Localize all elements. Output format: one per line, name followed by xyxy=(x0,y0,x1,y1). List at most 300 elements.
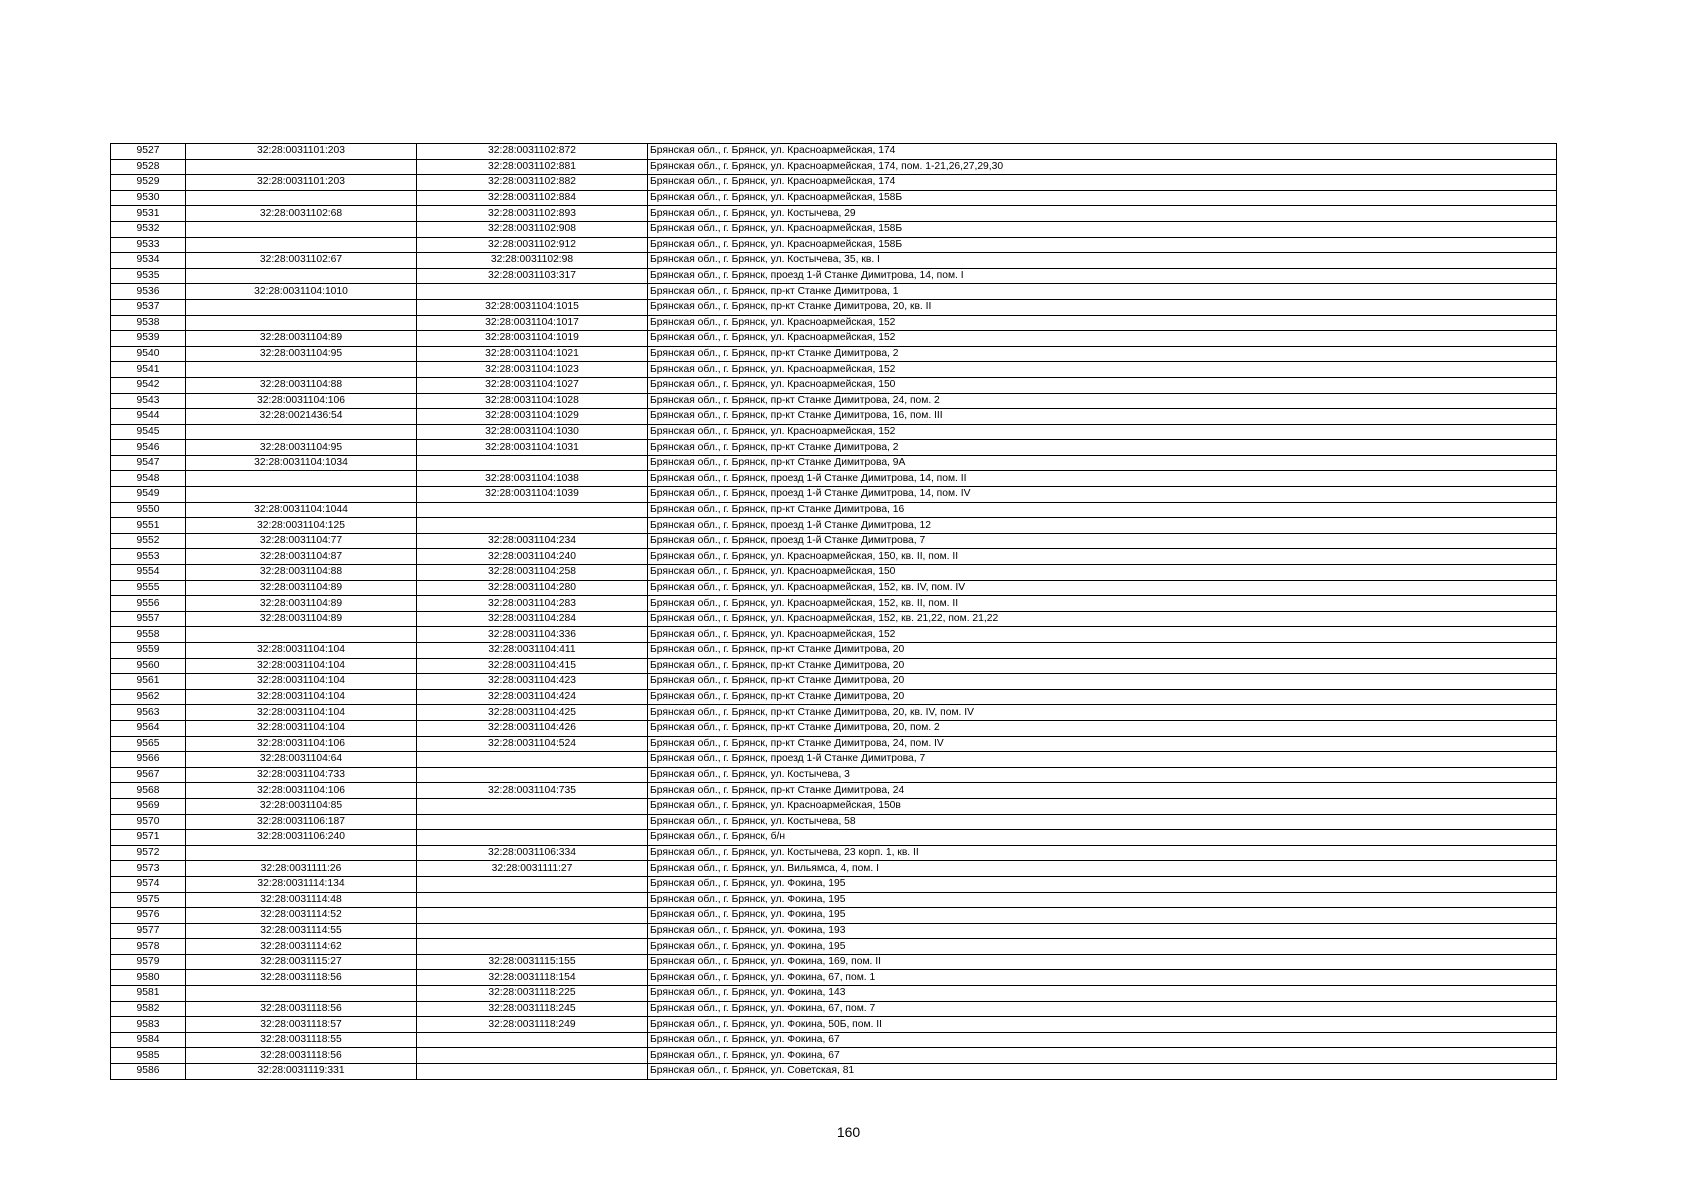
land-cadastral-number-cell: 32:28:0031104:733 xyxy=(186,767,417,783)
object-cadastral-number-cell: 32:28:0031118:245 xyxy=(417,1001,648,1017)
address-cell: Брянская обл., г. Брянск, ул. Красноармейская, 152 xyxy=(648,627,1557,643)
object-cadastral-number-cell: 32:28:0031102:912 xyxy=(417,237,648,253)
address-cell: Брянская обл., г. Брянск, пр-кт Станке Димитрова, 2 xyxy=(648,346,1557,362)
table-row xyxy=(111,643,1557,659)
row-number-cell: 9570 xyxy=(111,814,186,830)
land-cadastral-number-cell: 32:28:0031104:106 xyxy=(186,393,417,409)
address-cell: Брянская обл., г. Брянск, пр-кт Станке Димитрова, 20 xyxy=(648,689,1557,705)
table-row xyxy=(111,206,1557,222)
land-cadastral-number-cell: 32:28:0031101:203 xyxy=(186,144,417,160)
address-cell: Брянская обл., г. Брянск, ул. Красноармейская, 152 xyxy=(648,424,1557,440)
row-number-cell: 9550 xyxy=(111,502,186,518)
row-number-cell: 9563 xyxy=(111,705,186,721)
land-cadastral-number-cell: 32:28:0031115:27 xyxy=(186,954,417,970)
object-cadastral-number-cell xyxy=(417,908,648,924)
address-cell: Брянская обл., г. Брянск, б/н xyxy=(648,830,1557,846)
table-row xyxy=(111,705,1557,721)
land-cadastral-number-cell xyxy=(186,299,417,315)
land-cadastral-number-cell xyxy=(186,845,417,861)
row-number-cell: 9553 xyxy=(111,549,186,565)
object-cadastral-number-cell xyxy=(417,892,648,908)
land-cadastral-number-cell xyxy=(186,362,417,378)
address-cell: Брянская обл., г. Брянск, ул. Красноармейская, 174, пом. 1-21,26,27,29,30 xyxy=(648,159,1557,175)
row-number-cell: 9544 xyxy=(111,409,186,425)
table-row xyxy=(111,487,1557,503)
object-cadastral-number-cell: 32:28:0031104:234 xyxy=(417,533,648,549)
object-cadastral-number-cell: 32:28:0031104:1039 xyxy=(417,487,648,503)
object-cadastral-number-cell: 32:28:0031102:881 xyxy=(417,159,648,175)
table-row xyxy=(111,455,1557,471)
row-number-cell: 9539 xyxy=(111,331,186,347)
land-cadastral-number-cell: 32:28:0031104:89 xyxy=(186,580,417,596)
object-cadastral-number-cell: 32:28:0031102:98 xyxy=(417,253,648,269)
table-row xyxy=(111,861,1557,877)
table-row xyxy=(111,627,1557,643)
land-cadastral-number-cell: 32:28:0031104:106 xyxy=(186,783,417,799)
land-cadastral-number-cell xyxy=(186,221,417,237)
address-cell: Брянская обл., г. Брянск, ул. Фокина, 67, пом. 7 xyxy=(648,1001,1557,1017)
object-cadastral-number-cell: 32:28:0031115:155 xyxy=(417,954,648,970)
address-cell: Брянская обл., г. Брянск, ул. Красноармейская, 152, кв. II, пом. II xyxy=(648,596,1557,612)
address-cell: Брянская обл., г. Брянск, ул. Красноармейская, 150в xyxy=(648,798,1557,814)
table-row xyxy=(111,939,1557,955)
object-cadastral-number-cell xyxy=(417,518,648,534)
land-cadastral-number-cell xyxy=(186,237,417,253)
table-row xyxy=(111,954,1557,970)
row-number-cell: 9530 xyxy=(111,190,186,206)
table-row xyxy=(111,1017,1557,1033)
land-cadastral-number-cell: 32:28:0031104:106 xyxy=(186,736,417,752)
land-cadastral-number-cell: 32:28:0031104:104 xyxy=(186,674,417,690)
object-cadastral-number-cell: 32:28:0031104:423 xyxy=(417,674,648,690)
address-cell: Брянская обл., г. Брянск, ул. Красноармейская, 152 xyxy=(648,315,1557,331)
address-cell: Брянская обл., г. Брянск, ул. Фокина, 143 xyxy=(648,986,1557,1002)
address-cell: Брянская обл., г. Брянск, пр-кт Станке Димитрова, 20, кв. II xyxy=(648,299,1557,315)
row-number-cell: 9578 xyxy=(111,939,186,955)
land-cadastral-number-cell: 32:28:0031104:104 xyxy=(186,643,417,659)
address-cell: Брянская обл., г. Брянск, ул. Фокина, 169, пом. II xyxy=(648,954,1557,970)
row-number-cell: 9555 xyxy=(111,580,186,596)
row-number-cell: 9557 xyxy=(111,611,186,627)
table-row xyxy=(111,315,1557,331)
row-number-cell: 9571 xyxy=(111,830,186,846)
address-cell: Брянская обл., г. Брянск, ул. Красноармейская, 150, кв. II, пом. II xyxy=(648,549,1557,565)
row-number-cell: 9535 xyxy=(111,268,186,284)
table-row xyxy=(111,159,1557,175)
row-number-cell: 9532 xyxy=(111,221,186,237)
row-number-cell: 9558 xyxy=(111,627,186,643)
address-cell: Брянская обл., г. Брянск, ул. Вильямса, 4, пом. I xyxy=(648,861,1557,877)
land-cadastral-number-cell: 32:28:0031104:89 xyxy=(186,596,417,612)
table-row xyxy=(111,362,1557,378)
address-cell: Брянская обл., г. Брянск, пр-кт Станке Димитрова, 20, пом. 2 xyxy=(648,720,1557,736)
address-cell: Брянская обл., г. Брянск, пр-кт Станке Димитрова, 1 xyxy=(648,284,1557,300)
row-number-cell: 9540 xyxy=(111,346,186,362)
row-number-cell: 9580 xyxy=(111,970,186,986)
address-cell: Брянская обл., г. Брянск, пр-кт Станке Димитрова, 2 xyxy=(648,440,1557,456)
object-cadastral-number-cell: 32:28:0031118:249 xyxy=(417,1017,648,1033)
land-cadastral-number-cell: 32:28:0031104:89 xyxy=(186,611,417,627)
table-row xyxy=(111,549,1557,565)
land-cadastral-number-cell: 32:28:0031104:88 xyxy=(186,565,417,581)
address-cell: Брянская обл., г. Брянск, ул. Красноармейская, 174 xyxy=(648,144,1557,160)
land-cadastral-number-cell: 32:28:0031119:331 xyxy=(186,1064,417,1080)
object-cadastral-number-cell: 32:28:0031102:884 xyxy=(417,190,648,206)
table-row xyxy=(111,876,1557,892)
land-cadastral-number-cell: 32:28:0031104:104 xyxy=(186,689,417,705)
land-cadastral-number-cell: 32:28:0031114:62 xyxy=(186,939,417,955)
address-cell: Брянская обл., г. Брянск, проезд 1-й Станке Димитрова, 14, пом. IV xyxy=(648,487,1557,503)
row-number-cell: 9549 xyxy=(111,487,186,503)
land-cadastral-number-cell: 32:28:0031118:56 xyxy=(186,1048,417,1064)
object-cadastral-number-cell: 32:28:0031104:283 xyxy=(417,596,648,612)
row-number-cell: 9559 xyxy=(111,643,186,659)
row-number-cell: 9583 xyxy=(111,1017,186,1033)
object-cadastral-number-cell: 32:28:0031104:1023 xyxy=(417,362,648,378)
row-number-cell: 9569 xyxy=(111,798,186,814)
table-row xyxy=(111,970,1557,986)
land-cadastral-number-cell: 32:28:0031106:240 xyxy=(186,830,417,846)
table-row xyxy=(111,892,1557,908)
row-number-cell: 9546 xyxy=(111,440,186,456)
table-row xyxy=(111,144,1557,160)
object-cadastral-number-cell xyxy=(417,923,648,939)
land-cadastral-number-cell xyxy=(186,471,417,487)
table-row xyxy=(111,377,1557,393)
address-cell: Брянская обл., г. Брянск, пр-кт Станке Димитрова, 24, пом. IV xyxy=(648,736,1557,752)
object-cadastral-number-cell: 32:28:0031104:240 xyxy=(417,549,648,565)
land-cadastral-number-cell xyxy=(186,424,417,440)
table-row xyxy=(111,596,1557,612)
address-cell: Брянская обл., г. Брянск, ул. Красноармейская, 174 xyxy=(648,175,1557,191)
address-cell: Брянская обл., г. Брянск, пр-кт Станке Димитрова, 20 xyxy=(648,674,1557,690)
object-cadastral-number-cell: 32:28:0031104:1038 xyxy=(417,471,648,487)
object-cadastral-number-cell: 32:28:0031118:225 xyxy=(417,986,648,1002)
object-cadastral-number-cell xyxy=(417,752,648,768)
address-cell: Брянская обл., г. Брянск, ул. Красноармейская, 158Б xyxy=(648,190,1557,206)
address-cell: Брянская обл., г. Брянск, ул. Фокина, 195 xyxy=(648,892,1557,908)
row-number-cell: 9565 xyxy=(111,736,186,752)
table-row xyxy=(111,611,1557,627)
table-row xyxy=(111,440,1557,456)
object-cadastral-number-cell: 32:28:0031104:425 xyxy=(417,705,648,721)
table-row xyxy=(111,268,1557,284)
row-number-cell: 9564 xyxy=(111,720,186,736)
object-cadastral-number-cell xyxy=(417,1064,648,1080)
table-row xyxy=(111,393,1557,409)
registry-table-body xyxy=(111,144,1557,1080)
object-cadastral-number-cell: 32:28:0031104:1015 xyxy=(417,299,648,315)
land-cadastral-number-cell: 32:28:0031104:85 xyxy=(186,798,417,814)
address-cell: Брянская обл., г. Брянск, ул. Фокина, 195 xyxy=(648,939,1557,955)
address-cell: Брянская обл., г. Брянск, ул. Фокина, 67, пом. 1 xyxy=(648,970,1557,986)
object-cadastral-number-cell: 32:28:0031104:524 xyxy=(417,736,648,752)
table-row xyxy=(111,580,1557,596)
row-number-cell: 9585 xyxy=(111,1048,186,1064)
object-cadastral-number-cell xyxy=(417,502,648,518)
address-cell: Брянская обл., г. Брянск, ул. Фокина, 50Б, пом. II xyxy=(648,1017,1557,1033)
object-cadastral-number-cell: 32:28:0031104:411 xyxy=(417,643,648,659)
row-number-cell: 9531 xyxy=(111,206,186,222)
table-row xyxy=(111,409,1557,425)
address-cell: Брянская обл., г. Брянск, проезд 1-й Станке Димитрова, 12 xyxy=(648,518,1557,534)
land-cadastral-number-cell: 32:28:0031118:55 xyxy=(186,1032,417,1048)
table-row xyxy=(111,674,1557,690)
object-cadastral-number-cell xyxy=(417,1048,648,1064)
object-cadastral-number-cell xyxy=(417,798,648,814)
address-cell: Брянская обл., г. Брянск, ул. Красноармейская, 152 xyxy=(648,362,1557,378)
address-cell: Брянская обл., г. Брянск, ул. Красноармейская, 150 xyxy=(648,377,1557,393)
object-cadastral-number-cell xyxy=(417,814,648,830)
address-cell: Брянская обл., г. Брянск, пр-кт Станке Димитрова, 20 xyxy=(648,658,1557,674)
land-cadastral-number-cell: 32:28:0031111:26 xyxy=(186,861,417,877)
registry-table xyxy=(110,143,1557,1080)
row-number-cell: 9573 xyxy=(111,861,186,877)
address-cell: Брянская обл., г. Брянск, ул. Красноармейская, 158Б xyxy=(648,221,1557,237)
row-number-cell: 9574 xyxy=(111,876,186,892)
object-cadastral-number-cell: 32:28:0031111:27 xyxy=(417,861,648,877)
table-row xyxy=(111,783,1557,799)
address-cell: Брянская обл., г. Брянск, проезд 1-й Станке Димитрова, 14, пом. II xyxy=(648,471,1557,487)
table-row xyxy=(111,502,1557,518)
land-cadastral-number-cell xyxy=(186,315,417,331)
table-row xyxy=(111,1048,1557,1064)
object-cadastral-number-cell: 32:28:0031104:1019 xyxy=(417,331,648,347)
object-cadastral-number-cell: 32:28:0031104:1028 xyxy=(417,393,648,409)
address-cell: Брянская обл., г. Брянск, пр-кт Станке Димитрова, 16 xyxy=(648,502,1557,518)
address-cell: Брянская обл., г. Брянск, пр-кт Станке Димитрова, 20, кв. IV, пом. IV xyxy=(648,705,1557,721)
object-cadastral-number-cell: 32:28:0031104:1030 xyxy=(417,424,648,440)
row-number-cell: 9551 xyxy=(111,518,186,534)
object-cadastral-number-cell xyxy=(417,939,648,955)
object-cadastral-number-cell: 32:28:0031104:1027 xyxy=(417,377,648,393)
land-cadastral-number-cell: 32:28:0031114:48 xyxy=(186,892,417,908)
row-number-cell: 9562 xyxy=(111,689,186,705)
table-row xyxy=(111,299,1557,315)
table-row xyxy=(111,908,1557,924)
address-cell: Брянская обл., г. Брянск, ул. Фокина, 195 xyxy=(648,876,1557,892)
table-row xyxy=(111,986,1557,1002)
table-row xyxy=(111,767,1557,783)
row-number-cell: 9577 xyxy=(111,923,186,939)
row-number-cell: 9572 xyxy=(111,845,186,861)
address-cell: Брянская обл., г. Брянск, пр-кт Станке Димитрова, 20 xyxy=(648,643,1557,659)
page-number: 160 xyxy=(836,1124,861,1140)
row-number-cell: 9543 xyxy=(111,393,186,409)
table-row xyxy=(111,190,1557,206)
object-cadastral-number-cell: 32:28:0031106:334 xyxy=(417,845,648,861)
land-cadastral-number-cell: 32:28:0031106:187 xyxy=(186,814,417,830)
address-cell: Брянская обл., г. Брянск, ул. Красноармейская, 158Б xyxy=(648,237,1557,253)
land-cadastral-number-cell: 32:28:0031101:203 xyxy=(186,175,417,191)
table-row xyxy=(111,253,1557,269)
land-cadastral-number-cell: 32:28:0031104:104 xyxy=(186,705,417,721)
row-number-cell: 9566 xyxy=(111,752,186,768)
object-cadastral-number-cell: 32:28:0031104:415 xyxy=(417,658,648,674)
row-number-cell: 9542 xyxy=(111,377,186,393)
address-cell: Брянская обл., г. Брянск, ул. Красноармейская, 152 xyxy=(648,331,1557,347)
table-row xyxy=(111,845,1557,861)
land-cadastral-number-cell: 32:28:0031104:88 xyxy=(186,377,417,393)
address-cell: Брянская обл., г. Брянск, проезд 1-й Станке Димитрова, 14, пом. I xyxy=(648,268,1557,284)
object-cadastral-number-cell: 32:28:0031104:336 xyxy=(417,627,648,643)
row-number-cell: 9527 xyxy=(111,144,186,160)
row-number-cell: 9568 xyxy=(111,783,186,799)
land-cadastral-number-cell: 32:28:0031102:67 xyxy=(186,253,417,269)
row-number-cell: 9556 xyxy=(111,596,186,612)
row-number-cell: 9554 xyxy=(111,565,186,581)
land-cadastral-number-cell: 32:28:0031118:56 xyxy=(186,970,417,986)
row-number-cell: 9579 xyxy=(111,954,186,970)
table-row xyxy=(111,1064,1557,1080)
address-cell: Брянская обл., г. Брянск, ул. Советская, 81 xyxy=(648,1064,1557,1080)
row-number-cell: 9567 xyxy=(111,767,186,783)
land-cadastral-number-cell xyxy=(186,487,417,503)
address-cell: Брянская обл., г. Брянск, ул. Фокина, 67 xyxy=(648,1048,1557,1064)
table-row xyxy=(111,533,1557,549)
object-cadastral-number-cell: 32:28:0031102:893 xyxy=(417,206,648,222)
land-cadastral-number-cell: 32:28:0031104:1010 xyxy=(186,284,417,300)
row-number-cell: 9538 xyxy=(111,315,186,331)
table-row xyxy=(111,284,1557,300)
row-number-cell: 9536 xyxy=(111,284,186,300)
object-cadastral-number-cell: 32:28:0031118:154 xyxy=(417,970,648,986)
table-row xyxy=(111,175,1557,191)
row-number-cell: 9548 xyxy=(111,471,186,487)
row-number-cell: 9575 xyxy=(111,892,186,908)
land-cadastral-number-cell: 32:28:0031104:95 xyxy=(186,346,417,362)
land-cadastral-number-cell: 32:28:0031104:1044 xyxy=(186,502,417,518)
address-cell: Брянская обл., г. Брянск, ул. Красноармейская, 150 xyxy=(648,565,1557,581)
row-number-cell: 9584 xyxy=(111,1032,186,1048)
row-number-cell: 9545 xyxy=(111,424,186,440)
object-cadastral-number-cell xyxy=(417,830,648,846)
land-cadastral-number-cell: 32:28:0031104:1034 xyxy=(186,455,417,471)
table-row xyxy=(111,720,1557,736)
land-cadastral-number-cell: 32:28:0031104:64 xyxy=(186,752,417,768)
row-number-cell: 9586 xyxy=(111,1064,186,1080)
address-cell: Брянская обл., г. Брянск, ул. Костычева, 3 xyxy=(648,767,1557,783)
land-cadastral-number-cell: 32:28:0031114:55 xyxy=(186,923,417,939)
land-cadastral-number-cell: 32:28:0031118:57 xyxy=(186,1017,417,1033)
address-cell: Брянская обл., г. Брянск, пр-кт Станке Димитрова, 9А xyxy=(648,455,1557,471)
address-cell: Брянская обл., г. Брянск, ул. Фокина, 195 xyxy=(648,908,1557,924)
row-number-cell: 9552 xyxy=(111,533,186,549)
address-cell: Брянская обл., г. Брянск, пр-кт Станке Димитрова, 24 xyxy=(648,783,1557,799)
table-row xyxy=(111,518,1557,534)
table-row xyxy=(111,1032,1557,1048)
address-cell: Брянская обл., г. Брянск, ул. Костычева, 35, кв. I xyxy=(648,253,1557,269)
address-cell: Брянская обл., г. Брянск, ул. Фокина, 193 xyxy=(648,923,1557,939)
object-cadastral-number-cell xyxy=(417,876,648,892)
table-row xyxy=(111,830,1557,846)
object-cadastral-number-cell: 32:28:0031104:1031 xyxy=(417,440,648,456)
object-cadastral-number-cell: 32:28:0031104:258 xyxy=(417,565,648,581)
land-cadastral-number-cell xyxy=(186,627,417,643)
address-cell: Брянская обл., г. Брянск, пр-кт Станке Димитрова, 24, пом. 2 xyxy=(648,393,1557,409)
row-number-cell: 9582 xyxy=(111,1001,186,1017)
address-cell: Брянская обл., г. Брянск, проезд 1-й Станке Димитрова, 7 xyxy=(648,533,1557,549)
table-row xyxy=(111,798,1557,814)
address-cell: Брянская обл., г. Брянск, ул. Красноармейская, 152, кв. 21,22, пом. 21,22 xyxy=(648,611,1557,627)
land-cadastral-number-cell: 32:28:0031104:125 xyxy=(186,518,417,534)
land-cadastral-number-cell xyxy=(186,190,417,206)
object-cadastral-number-cell: 32:28:0031102:872 xyxy=(417,144,648,160)
row-number-cell: 9533 xyxy=(111,237,186,253)
row-number-cell: 9534 xyxy=(111,253,186,269)
row-number-cell: 9529 xyxy=(111,175,186,191)
address-cell: Брянская обл., г. Брянск, ул. Костычева, 23 корп. 1, кв. II xyxy=(648,845,1557,861)
row-number-cell: 9561 xyxy=(111,674,186,690)
object-cadastral-number-cell: 32:28:0031104:424 xyxy=(417,689,648,705)
table-row xyxy=(111,424,1557,440)
address-cell: Брянская обл., г. Брянск, ул. Фокина, 67 xyxy=(648,1032,1557,1048)
table-row xyxy=(111,1001,1557,1017)
table-row xyxy=(111,814,1557,830)
object-cadastral-number-cell: 32:28:0031104:426 xyxy=(417,720,648,736)
table-row xyxy=(111,923,1557,939)
object-cadastral-number-cell: 32:28:0031104:280 xyxy=(417,580,648,596)
object-cadastral-number-cell: 32:28:0031103:317 xyxy=(417,268,648,284)
row-number-cell: 9528 xyxy=(111,159,186,175)
land-cadastral-number-cell: 32:28:0021436:54 xyxy=(186,409,417,425)
address-cell: Брянская обл., г. Брянск, ул. Костычева, 29 xyxy=(648,206,1557,222)
address-cell: Брянская обл., г. Брянск, проезд 1-й Станке Димитрова, 7 xyxy=(648,752,1557,768)
address-cell: Брянская обл., г. Брянск, ул. Красноармейская, 152, кв. IV, пом. IV xyxy=(648,580,1557,596)
land-cadastral-number-cell: 32:28:0031118:56 xyxy=(186,1001,417,1017)
row-number-cell: 9537 xyxy=(111,299,186,315)
object-cadastral-number-cell: 32:28:0031102:882 xyxy=(417,175,648,191)
land-cadastral-number-cell xyxy=(186,159,417,175)
object-cadastral-number-cell xyxy=(417,455,648,471)
land-cadastral-number-cell: 32:28:0031104:87 xyxy=(186,549,417,565)
land-cadastral-number-cell: 32:28:0031104:77 xyxy=(186,533,417,549)
table-row xyxy=(111,331,1557,347)
address-cell: Брянская обл., г. Брянск, ул. Костычева, 58 xyxy=(648,814,1557,830)
table-row xyxy=(111,736,1557,752)
land-cadastral-number-cell: 32:28:0031104:104 xyxy=(186,720,417,736)
row-number-cell: 9560 xyxy=(111,658,186,674)
land-cadastral-number-cell: 32:28:0031104:104 xyxy=(186,658,417,674)
table-row xyxy=(111,565,1557,581)
table-row xyxy=(111,752,1557,768)
row-number-cell: 9547 xyxy=(111,455,186,471)
table-row xyxy=(111,658,1557,674)
row-number-cell: 9581 xyxy=(111,986,186,1002)
object-cadastral-number-cell: 32:28:0031104:735 xyxy=(417,783,648,799)
object-cadastral-number-cell: 32:28:0031104:1029 xyxy=(417,409,648,425)
row-number-cell: 9541 xyxy=(111,362,186,378)
land-cadastral-number-cell: 32:28:0031102:68 xyxy=(186,206,417,222)
land-cadastral-number-cell: 32:28:0031114:52 xyxy=(186,908,417,924)
object-cadastral-number-cell xyxy=(417,1032,648,1048)
row-number-cell: 9576 xyxy=(111,908,186,924)
object-cadastral-number-cell: 32:28:0031102:908 xyxy=(417,221,648,237)
land-cadastral-number-cell: 32:28:0031114:134 xyxy=(186,876,417,892)
table-row xyxy=(111,221,1557,237)
address-cell: Брянская обл., г. Брянск, пр-кт Станке Димитрова, 16, пом. III xyxy=(648,409,1557,425)
table-row xyxy=(111,689,1557,705)
object-cadastral-number-cell xyxy=(417,284,648,300)
table-row xyxy=(111,346,1557,362)
table-row xyxy=(111,471,1557,487)
object-cadastral-number-cell: 32:28:0031104:1017 xyxy=(417,315,648,331)
land-cadastral-number-cell xyxy=(186,268,417,284)
object-cadastral-number-cell xyxy=(417,767,648,783)
land-cadastral-number-cell: 32:28:0031104:89 xyxy=(186,331,417,347)
object-cadastral-number-cell: 32:28:0031104:284 xyxy=(417,611,648,627)
land-cadastral-number-cell xyxy=(186,986,417,1002)
